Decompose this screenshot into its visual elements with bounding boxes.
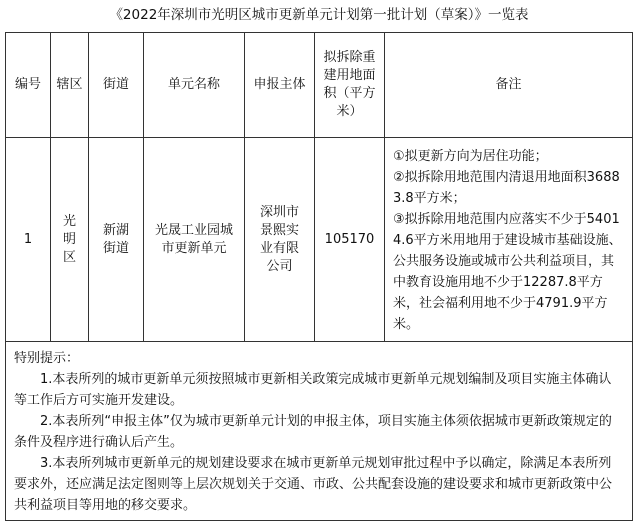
header-applicant: 申报主体	[245, 33, 315, 138]
cell-unit-name: 光晟工业园城市更新单元	[144, 138, 245, 342]
header-row	[6, 33, 633, 138]
note-item: 2.本表所列“申报主体”仅为城市更新单元计划的申报主体，项目实施主体须依据城市更新政策规定的条件及程序进行确认后产生。	[14, 414, 612, 450]
notes-heading: 特别提示：	[14, 351, 80, 366]
cell-street: 新湖街道	[89, 138, 144, 342]
header-area: 拟拆除重建用地面积（平方米）	[315, 33, 385, 138]
remark-item: ②拟拆除用地范围内清退用地面积36883.8平方米；	[393, 170, 620, 206]
remark-item: ①拟更新方向为居住功能；	[393, 149, 548, 164]
notes-row	[6, 342, 633, 521]
header-number: 编号	[6, 33, 51, 138]
cell-area: 105170	[315, 138, 385, 342]
special-notes	[6, 342, 633, 521]
header-district: 辖区	[51, 33, 89, 138]
table-row	[6, 138, 633, 342]
cell-remarks	[385, 138, 633, 342]
cell-number: 1	[6, 138, 51, 342]
document-title: 《2022年深圳市光明区城市更新单元计划第一批计划（草案）》一览表	[109, 7, 529, 23]
plan-table	[5, 32, 633, 521]
note-item: 3.本表所列城市更新单元的规划建设要求在城市更新单元规划审批过程中予以确定，除满足本表所列要求外，还应满足法定图则等上层次规划关于交通、市政、公共配套设施的建设要求和城市更新政策中公共利益项目等用地的移交要求。	[14, 456, 613, 513]
note-item: 1.本表所列的城市更新单元须按照城市更新相关政策完成城市更新单元规划编制及项目实施主体确认等工作后方可实施开发建设。	[14, 372, 612, 408]
remark-item: ③拟拆除用地范围内应落实不少于54014.6平方米用地用于建设城市基础设施、公共服务设施或城市公共利益项目，其中教育设施用地不少于12287.8平方米，社会福利用地不少于4791.9平方米。	[393, 212, 622, 332]
cell-district: 光明区	[51, 138, 89, 342]
header-remarks: 备注	[385, 33, 633, 138]
header-street: 街道	[89, 33, 144, 138]
cell-applicant: 深圳市景熙实业有限公司	[245, 138, 315, 342]
header-unit-name: 单元名称	[144, 33, 245, 138]
